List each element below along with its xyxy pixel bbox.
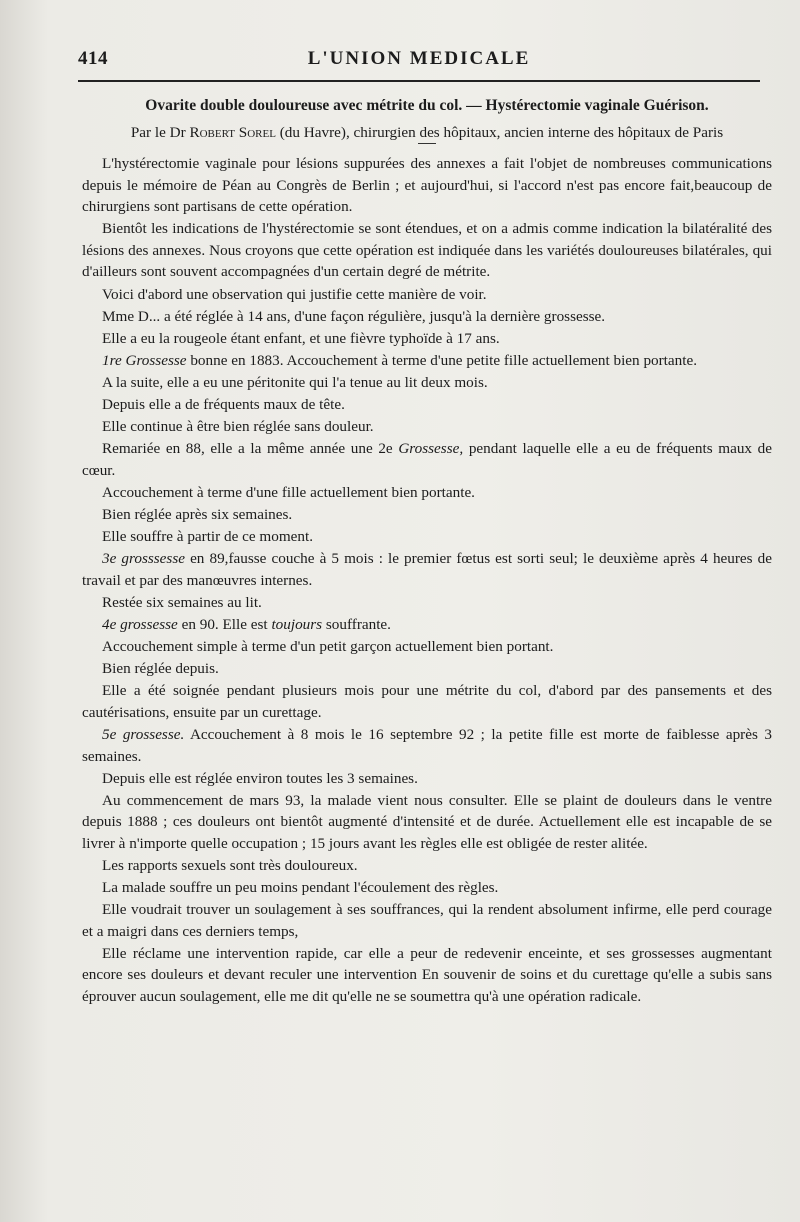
paragraph: Elle continue à être bien réglée sans douleur. (102, 418, 374, 436)
paragraph-lead: 3e grosssesse (102, 550, 185, 568)
paragraph-text: pendant laquelle elle a eu de fréquents maux de cœur. (82, 440, 772, 479)
paragraph-text: en 89,fausse couche à 5 mois : le premier fœtus est sorti seul; le deuxième après 4 heures de travail et par des manœuvres internes. (82, 550, 772, 589)
page-number: 414 (78, 48, 108, 69)
paragraph: Au commencement de mars 93, la malade vient nous consulter. Elle se plaint de douleurs dans le ventre depuis 1888 ; ces douleurs ont bientôt augmenté d'intensité et de durée. Actuellement elle est incapable de se livrer à n'importe quelle occupation ; 15 jours avant les règles elle est obligée de rester alitée. (82, 791, 772, 852)
paragraph-lead: 5e grossesse. (102, 725, 185, 743)
article-byline (82, 122, 772, 143)
author-name: Robert Sorel (189, 124, 276, 141)
paragraph: Elle a été soignée pendant plusieurs mois pour une métrite du col, d'abord par des pansements et des cautérisations, ensuite par un curettage. (82, 682, 772, 721)
article-body (82, 96, 772, 1008)
paragraph-text: Remariée en 88, elle a la même année une 2e (102, 440, 399, 458)
header-rule (78, 80, 760, 82)
paragraph: Accouchement simple à terme d'un petit garçon actuellement bien portant. (102, 638, 554, 656)
paragraph: Depuis elle a de fréquents maux de tête. (102, 396, 345, 414)
paragraph: L'hystérectomie vaginale pour lésions suppurées des annexes a fait l'objet de nombreuses communications depuis le mémoire de Péan au Congrès de Berlin ; et aujourd'hui, si l'accord n'est pas encore fait,beaucoup de chirurgiens sont partisans de cette opération. (82, 155, 772, 216)
paragraph: A la suite, elle a eu une péritonite qui l'a tenue au lit deux mois. (102, 373, 488, 391)
paragraph: Elle voudrait trouver un soulagement à ses souffrances, qui la rendent absolument infirme, elle perd courage et a maigri dans ces derniers temps, (82, 901, 772, 940)
paragraph: Voici d'abord une observation qui justifie cette manière de voir. (102, 285, 487, 303)
paragraph (82, 438, 772, 481)
emphasis: Grossesse, (398, 440, 464, 458)
page-header (78, 44, 760, 80)
paragraph (82, 614, 772, 636)
paragraph: Elle souffre à partir de ce moment. (102, 528, 313, 546)
paragraph: Les rapports sexuels sont très douloureux. (102, 857, 358, 874)
paragraph: Elle réclame une intervention rapide, car elle a peur de redevenir enceinte, et ses grossesses augmentant encore ses douleurs et devant reculer une intervention En souvenir de soins et du curettage qu'elle a subis sans éprouver aucun soulagement, elle me dit qu'elle ne se soumettra qu'à une opération radicale. (82, 944, 772, 1006)
paragraph-lead: 4e grossesse (102, 615, 178, 633)
emphasis: toujours (271, 615, 323, 633)
byline-prefix: Par le Dr (130, 124, 186, 141)
paragraph-text: bonne en 1883. Accouchement à terme d'une petite fille actuellement bien portante. (186, 351, 697, 369)
paragraph-lead: 1re Grossesse (102, 351, 187, 369)
paragraph: Mme D... a été réglée à 14 ans, d'une façon régulière, jusqu'à la dernière grossesse. (102, 307, 606, 325)
paragraph: Bien réglée depuis. (102, 660, 219, 678)
paragraph (82, 548, 772, 591)
article-title: Ovarite double douloureuse avec métrite du col. — Hystérectomie vaginale Guérison. (145, 97, 709, 114)
paragraph: Accouchement à terme d'une fille actuellement bien portante. (102, 483, 475, 501)
paragraph-text: souffrante. (322, 615, 391, 633)
paragraph (82, 350, 772, 372)
paragraph (82, 724, 772, 767)
title-separator (418, 143, 436, 145)
paragraph-text: Accouchement à 8 mois le 16 septembre 92 ; la petite fille est morte de faiblesse après 3 semaines. (82, 725, 772, 765)
paragraph: Bien réglée après six semaines. (102, 506, 293, 523)
running-title: L'UNION MEDICALE (307, 48, 531, 69)
paragraph: Elle a eu la rougeole étant enfant, et une fièvre typhoïde à 17 ans. (102, 329, 500, 347)
paragraph: Restée six semaines au lit. (102, 593, 262, 611)
byline-affiliation: (du Havre), chirurgien des hôpitaux, ancien interne des hôpitaux de Paris (279, 124, 724, 141)
paragraph-text: en 90. Elle est (177, 615, 272, 633)
paragraph: La malade souffre un peu moins pendant l'écoulement des règles. (102, 879, 499, 897)
paragraph: Depuis elle est réglée environ toutes les 3 semaines. (102, 769, 418, 787)
paragraph-list (82, 153, 772, 1008)
paragraph: Bientôt les indications de l'hystérectomie se sont étendues, et on a admis comme indication la bilatéralité des lésions des annexes. Nous croyons que cette opération est indiquée dans les variétés douloureuses bilatérales, qui d'ailleurs sont souvent accompagnées d'un certain degré de métrite. (82, 220, 772, 281)
